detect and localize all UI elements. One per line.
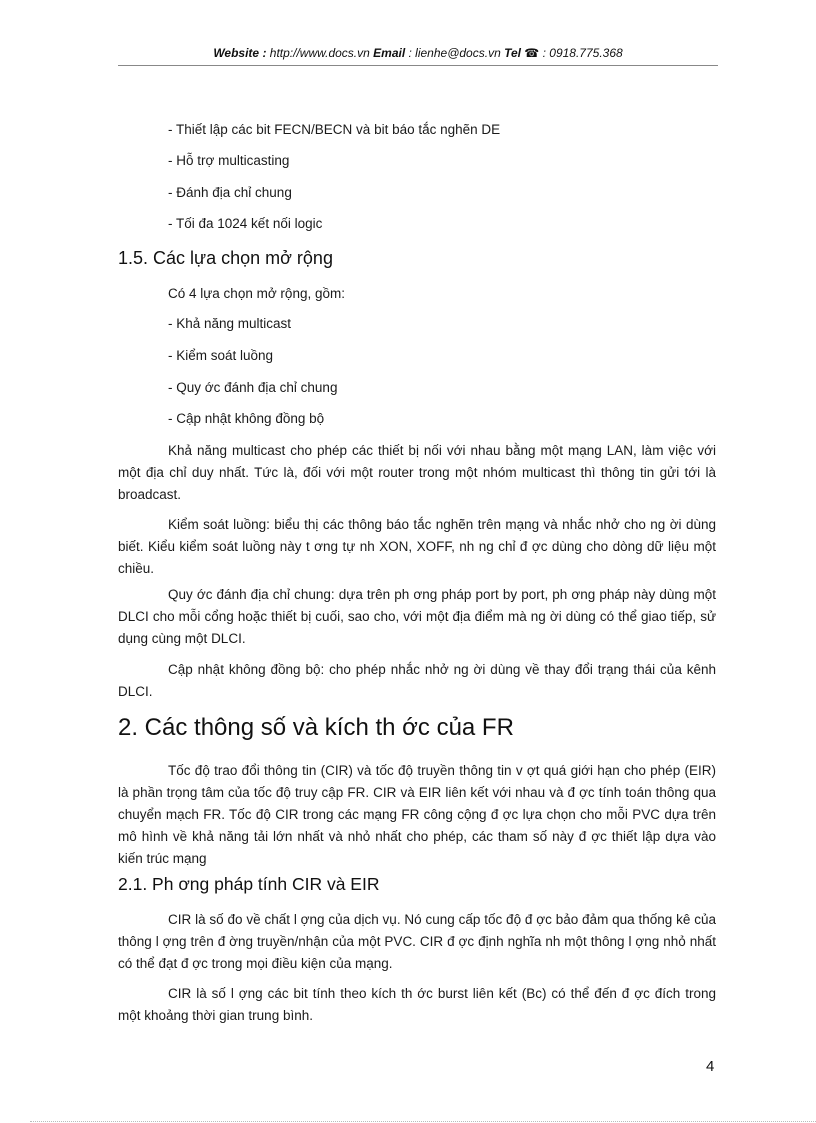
header-divider [118, 65, 718, 66]
tel-label: Tel ☎ [504, 46, 540, 60]
paragraph: Khả năng multicast cho phép các thiết bị nối với nhau bằng một mạng LAN, làm việc với một địa chỉ duy nhất. Tức là, đối với một router trong một nhóm multicast thì thông tin gửi tới là broadcast. [118, 443, 716, 502]
email-label: Email [373, 46, 406, 60]
bullet-item: - Tối đa 1024 kết nối logic [168, 216, 323, 231]
website-label: Website : [213, 46, 267, 60]
bullet-item: - Khả năng multicast [168, 316, 292, 331]
bullet-item: - Cập nhật không đồng bộ [168, 411, 325, 426]
paragraph: CIR là số đo về chất l ợng của dịch vụ. Nó cung cấp tốc độ đ ợc bảo đảm qua thống kê của thông l ợng trên đ ờng truyền/nhận của một PVC. CIR đ ợc định nghĩa nh một thông l ợng nhỏ nhất có thể đạt đ ợc trong mọi điều kiện của mạng. [118, 912, 716, 971]
email-value: : lienhe@docs.vn [405, 46, 505, 60]
page-number: 4 [706, 1058, 715, 1075]
section-heading-1-5: 1.5. Các lựa chọn mở rộng [118, 248, 333, 268]
paragraph: CIR là số l ợng các bit tính theo kích th ớc burst liên kết (Bc) có thể đến đ ợc đích trong một khoảng thời gian trung bình. [118, 986, 716, 1023]
paragraph: Tốc độ trao đổi thông tin (CIR) và tốc độ truyền thông tin v ợt quá giới hạn cho phép (EIR) là phần trọng tâm của tốc độ truy cập FR. CIR và EIR liên kết với nhau và đ ợc tính toán thông qua chuyển mạch FR. Tốc độ CIR trong các mạng FR công cộng đ ợc lựa chọn cho mỗi PVC dựa trên mô hình về khả năng tải lớn nhất và nhỏ nhất cho phép, các tham số này đ ợc thiết lập dựa vào kiến trúc mạng [118, 763, 716, 866]
tel-value: : 0918.775.368 [539, 46, 623, 60]
section-heading-2-1: 2.1. Ph ơng pháp tính CIR và EIR [118, 874, 380, 894]
section-heading-2: 2. Các thông số và kích th ớc của FR [118, 714, 514, 741]
footer-divider [30, 1121, 816, 1122]
paragraph: Kiểm soát luồng: biểu thị các thông báo tắc nghẽn trên mạng và nhắc nhở cho ng ời dùng biết. Kiểu kiểm soát luồng này t ơng tự nh XON, XOFF, nh ng chỉ đ ợc dùng cho dòng dữ liệu một chiều. [118, 517, 716, 576]
page-header [118, 46, 718, 60]
bullet-item: - Quy ớc đánh địa chỉ chung [168, 380, 338, 395]
section-intro: Có 4 lựa chọn mở rộng, gồm: [168, 286, 345, 301]
bullet-item: - Thiết lập các bit FECN/BECN và bit báo tắc nghẽn DE [168, 122, 501, 137]
bullet-item: - Đánh địa chỉ chung [168, 185, 292, 200]
paragraph: Quy ớc đánh địa chỉ chung: dựa trên ph ơng pháp port by port, ph ơng pháp này dùng một DLCI cho mỗi cổng hoặc thiết bị cuối, sao cho, với một địa điểm mà ng ời dùng có thể giao tiếp, sử dụng cùng một DLCI. [118, 587, 716, 646]
website-value: http://www.docs.vn [266, 46, 374, 60]
bullet-item: - Hỗ trợ multicasting [168, 153, 290, 168]
paragraph: Cập nhật không đồng bộ: cho phép nhắc nhở ng ời dùng về thay đổi trạng thái của kênh DLCI. [118, 662, 716, 699]
bullet-item: - Kiểm soát luồng [168, 348, 274, 363]
